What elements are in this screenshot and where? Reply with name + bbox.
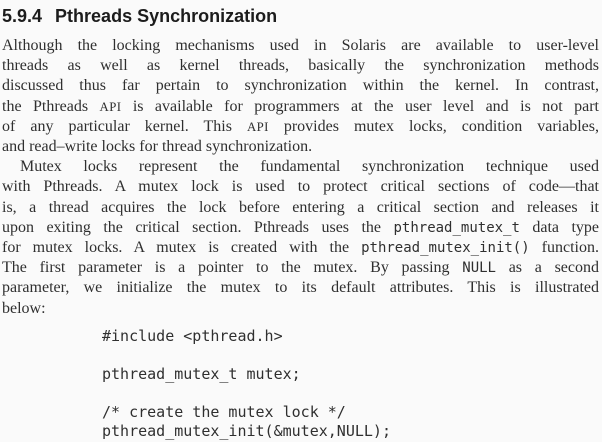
text-segment: and read–write locks for thread synchronization.: [2, 138, 313, 156]
text-segment: data type: [519, 218, 600, 236]
code-line-declaration: pthread_mutex_t mutex;: [102, 364, 301, 383]
text-segment: Mutex locks represent the fundamental synchronization technique used: [20, 158, 599, 176]
text-line: [2, 97, 599, 117]
code-line-include: #include <pthread.h>: [102, 326, 283, 345]
text-segment: function.: [529, 239, 599, 257]
inline-code: pthread_mutex_init(): [361, 240, 530, 257]
code-blank-line: [102, 384, 599, 403]
text-line: [2, 218, 599, 238]
text-segment: as a second: [495, 259, 599, 277]
section-heading: [2, 6, 599, 26]
text-segment: for mutex locks. A mutex is created with the: [2, 239, 362, 257]
section-title: Pthreads Synchronization: [55, 6, 278, 26]
text-segment: upon exiting the critical section. Pthreads uses the: [2, 218, 394, 236]
text-line: [2, 238, 599, 258]
code-line-comment: /* create the mutex lock */: [102, 402, 346, 421]
code-line-init: pthread_mutex_init(&mutex,NULL);: [102, 421, 391, 440]
text-line: [2, 117, 599, 137]
text-line: [2, 299, 599, 319]
text-line: [2, 36, 599, 56]
text-line: [2, 56, 599, 76]
paragraph-intro: [2, 36, 599, 157]
text-segment: discussed thus far pertain to synchronization within the kernel. In contrast,: [2, 77, 599, 95]
text-line: [2, 258, 599, 278]
text-line: [2, 177, 599, 197]
smallcaps-acronym: API: [99, 99, 122, 114]
text-line: [2, 278, 599, 298]
section-number: 5.9.4: [2, 6, 43, 26]
text-line: [2, 137, 599, 157]
text-line: [2, 157, 599, 177]
text-segment: is available for programmers at the user level and is not part: [121, 97, 600, 115]
text-segment: is, a thread acquires the lock before entering a critical section and releases it: [2, 198, 599, 216]
text-segment: Although the locking mechanisms used in Solaris are available to user-level: [2, 37, 599, 54]
text-segment: parameter, we initialize the mutex to its default attributes. This is illustrated: [2, 279, 599, 297]
code-blank-line: [102, 346, 599, 365]
paragraph-mutex: [2, 157, 599, 319]
text-segment: below:: [2, 299, 46, 317]
text-line: [2, 198, 599, 218]
text-segment: provides mutex locks, condition variables,: [268, 117, 599, 135]
code-block: [102, 327, 599, 441]
text-segment: of any particular kernel. This: [2, 117, 247, 135]
text-segment: threads as well as kernel threads, basically the synchronization methods: [2, 57, 599, 75]
text-segment: with Pthreads. A mutex lock is used to protect critical sections of code—that: [2, 178, 599, 196]
inline-code: pthread_mutex_t: [393, 219, 520, 236]
text-segment: The first parameter is a pointer to the mutex. By passing: [2, 259, 463, 277]
inline-code: NULL: [462, 260, 496, 277]
text-segment: the Pthreads: [2, 97, 100, 115]
smallcaps-acronym: API: [246, 119, 269, 134]
text-line: [2, 76, 599, 96]
